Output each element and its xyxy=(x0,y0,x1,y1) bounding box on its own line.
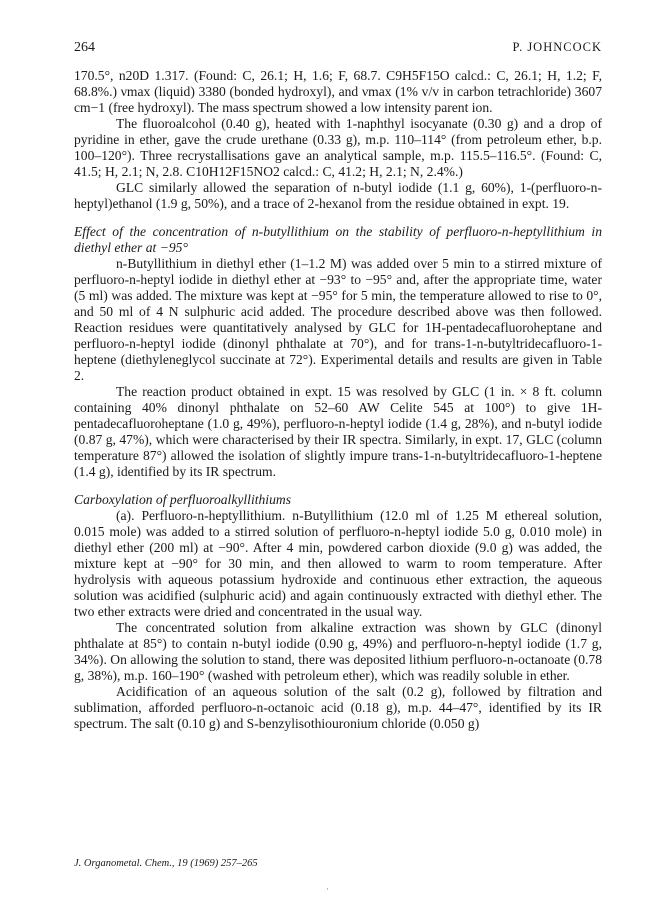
paragraph-urethane: The fluoroalcohol (0.40 g), heated with 1-naphthyl isocyanate (0.30 g) and a drop of pyridine in ether, gave the crude urethane (0.33 g), m.p. 110–114° (from petroleum ether, b.p. 100–120°). Three recrystallisations gave an analytical sample, m.p. 115.5–116.5°. (Found: C, 41.5; H, 2.1; N, 2.8. C10H12F15NO2 calcd.: C, 41.2; H, 2.1; N, 2.4%.) xyxy=(74,116,602,179)
article-body xyxy=(74,68,602,732)
running-author: P. JOHNCOCK xyxy=(512,40,602,54)
paragraph-glc-separation: GLC similarly allowed the separation of n-butyl iodide (1.1 g, 60%), 1-(perfluoro-n-heptyl)ethanol (1.9 g, 50%), and a trace of 2-hexanol from the residue obtained in expt. 19. xyxy=(74,180,602,211)
paragraph-heptyllithium: (a). Perfluoro-n-heptyllithium. n-Butyllithium (12.0 ml of 1.25 M ethereal solution, 0.015 mole) was added to a stirred solution of perfluoro-n-heptyl iodide 5.0 g, 0.010 mole) in diethyl ether (200 ml) at −90°. After 4 min, powdered carbon dioxide (9.0 g) was added, the mixture kept at −90° for 30 min, and then allowed to warm to room temperature. After hydrolysis with aqueous potassium hydroxide and continuous ether extraction, the aqueous solution was acidified (sulphuric acid) and again continuously extracted with diethyl ether. The two ether extracts were dried and concentrated in the usual way. xyxy=(74,508,602,619)
running-header xyxy=(74,40,602,56)
section-heading-effect: Effect of the concentration of n-butyllithium on the stability of perfluoro-n-heptyllithium in diethyl ether at −95° xyxy=(74,224,602,255)
paragraph-acidification: Acidification of an aqueous solution of the salt (0.2 g), followed by filtration and sublimation, afforded perfluoro-n-octanoic acid (0.18 g), m.p. 44–47°, identified by its IR spectrum. The salt (0.10 g) and S-benzylisothiouronium chloride (0.050 g) xyxy=(74,684,602,731)
page-number: 264 xyxy=(74,40,95,55)
scan-artifact-dot: · xyxy=(326,884,329,894)
paragraph-continuation: 170.5°, n20D 1.317. (Found: C, 26.1; H, 1.6; F, 68.7. C9H5F15O calcd.: C, 26.1; H, 1.2; F, 68.8%.) νmax (liquid) 3380 (bonded hydroxyl), and νmax (1% v/v in carbon tetrachloride) 3607 cm−1 (free hydroxyl). The mass spectrum showed a low intensity parent ion. xyxy=(74,68,602,115)
section-heading-carboxylation: Carboxylation of perfluoroalkyllithiums xyxy=(74,492,291,507)
journal-footer: J. Organometal. Chem., 19 (1969) 257–265 xyxy=(74,858,258,869)
paragraph-expt15: The reaction product obtained in expt. 15 was resolved by GLC (1 in. × 8 ft. column containing 40% dinonyl phthalate on 52–60 AW Celite 545 at 100°) to give 1H-pentadecafluoroheptane (1.0 g, 49%), perfluoro-n-heptyl iodide (1.4 g, 28%), and n-butyl iodide (0.87 g, 47%), which were characterised by their IR spectra. Similarly, in expt. 17, GLC (column temperature 87°) allowed the isolation of slightly impure trans-1-n-butyltridecafluoro-1-heptene (1.4 g), identified by its IR spectrum. xyxy=(74,384,602,479)
paragraph-butyllithium: n-Butyllithium in diethyl ether (1–1.2 M) was added over 5 min to a stirred mixture of perfluoro-n-heptyl iodide in diethyl ether at −93° to −95° and, after the appropriate time, water (5 ml) was added. The mixture was kept at −95° for 5 min, the temperature allowed to rise to 0°, and 50 ml of 4 N sulphuric acid added. The procedure described above was then followed. Reaction residues were quantitatively analysed by GLC for 1H-pentadecafluoroheptane and perfluoro-n-heptyl iodide (dinonyl phthalate at 70°), and for trans-1-n-butyltridecafluoro-1-heptene (diethyleneglycol succinate at 72°). Experimental details and results are given in Table 2. xyxy=(74,256,602,383)
paragraph-alkaline-extraction: The concentrated solution from alkaline extraction was shown by GLC (dinonyl phthalate at 85°) to contain n-butyl iodide (0.90 g, 49%) and perfluoro-n-heptyl iodide (1.7 g, 34%). On allowing the solution to stand, there was deposited lithium perfluoro-n-octanoate (0.78 g, 38%), m.p. 160–190° (washed with petroleum ether), which was readily soluble in ether. xyxy=(74,620,602,683)
